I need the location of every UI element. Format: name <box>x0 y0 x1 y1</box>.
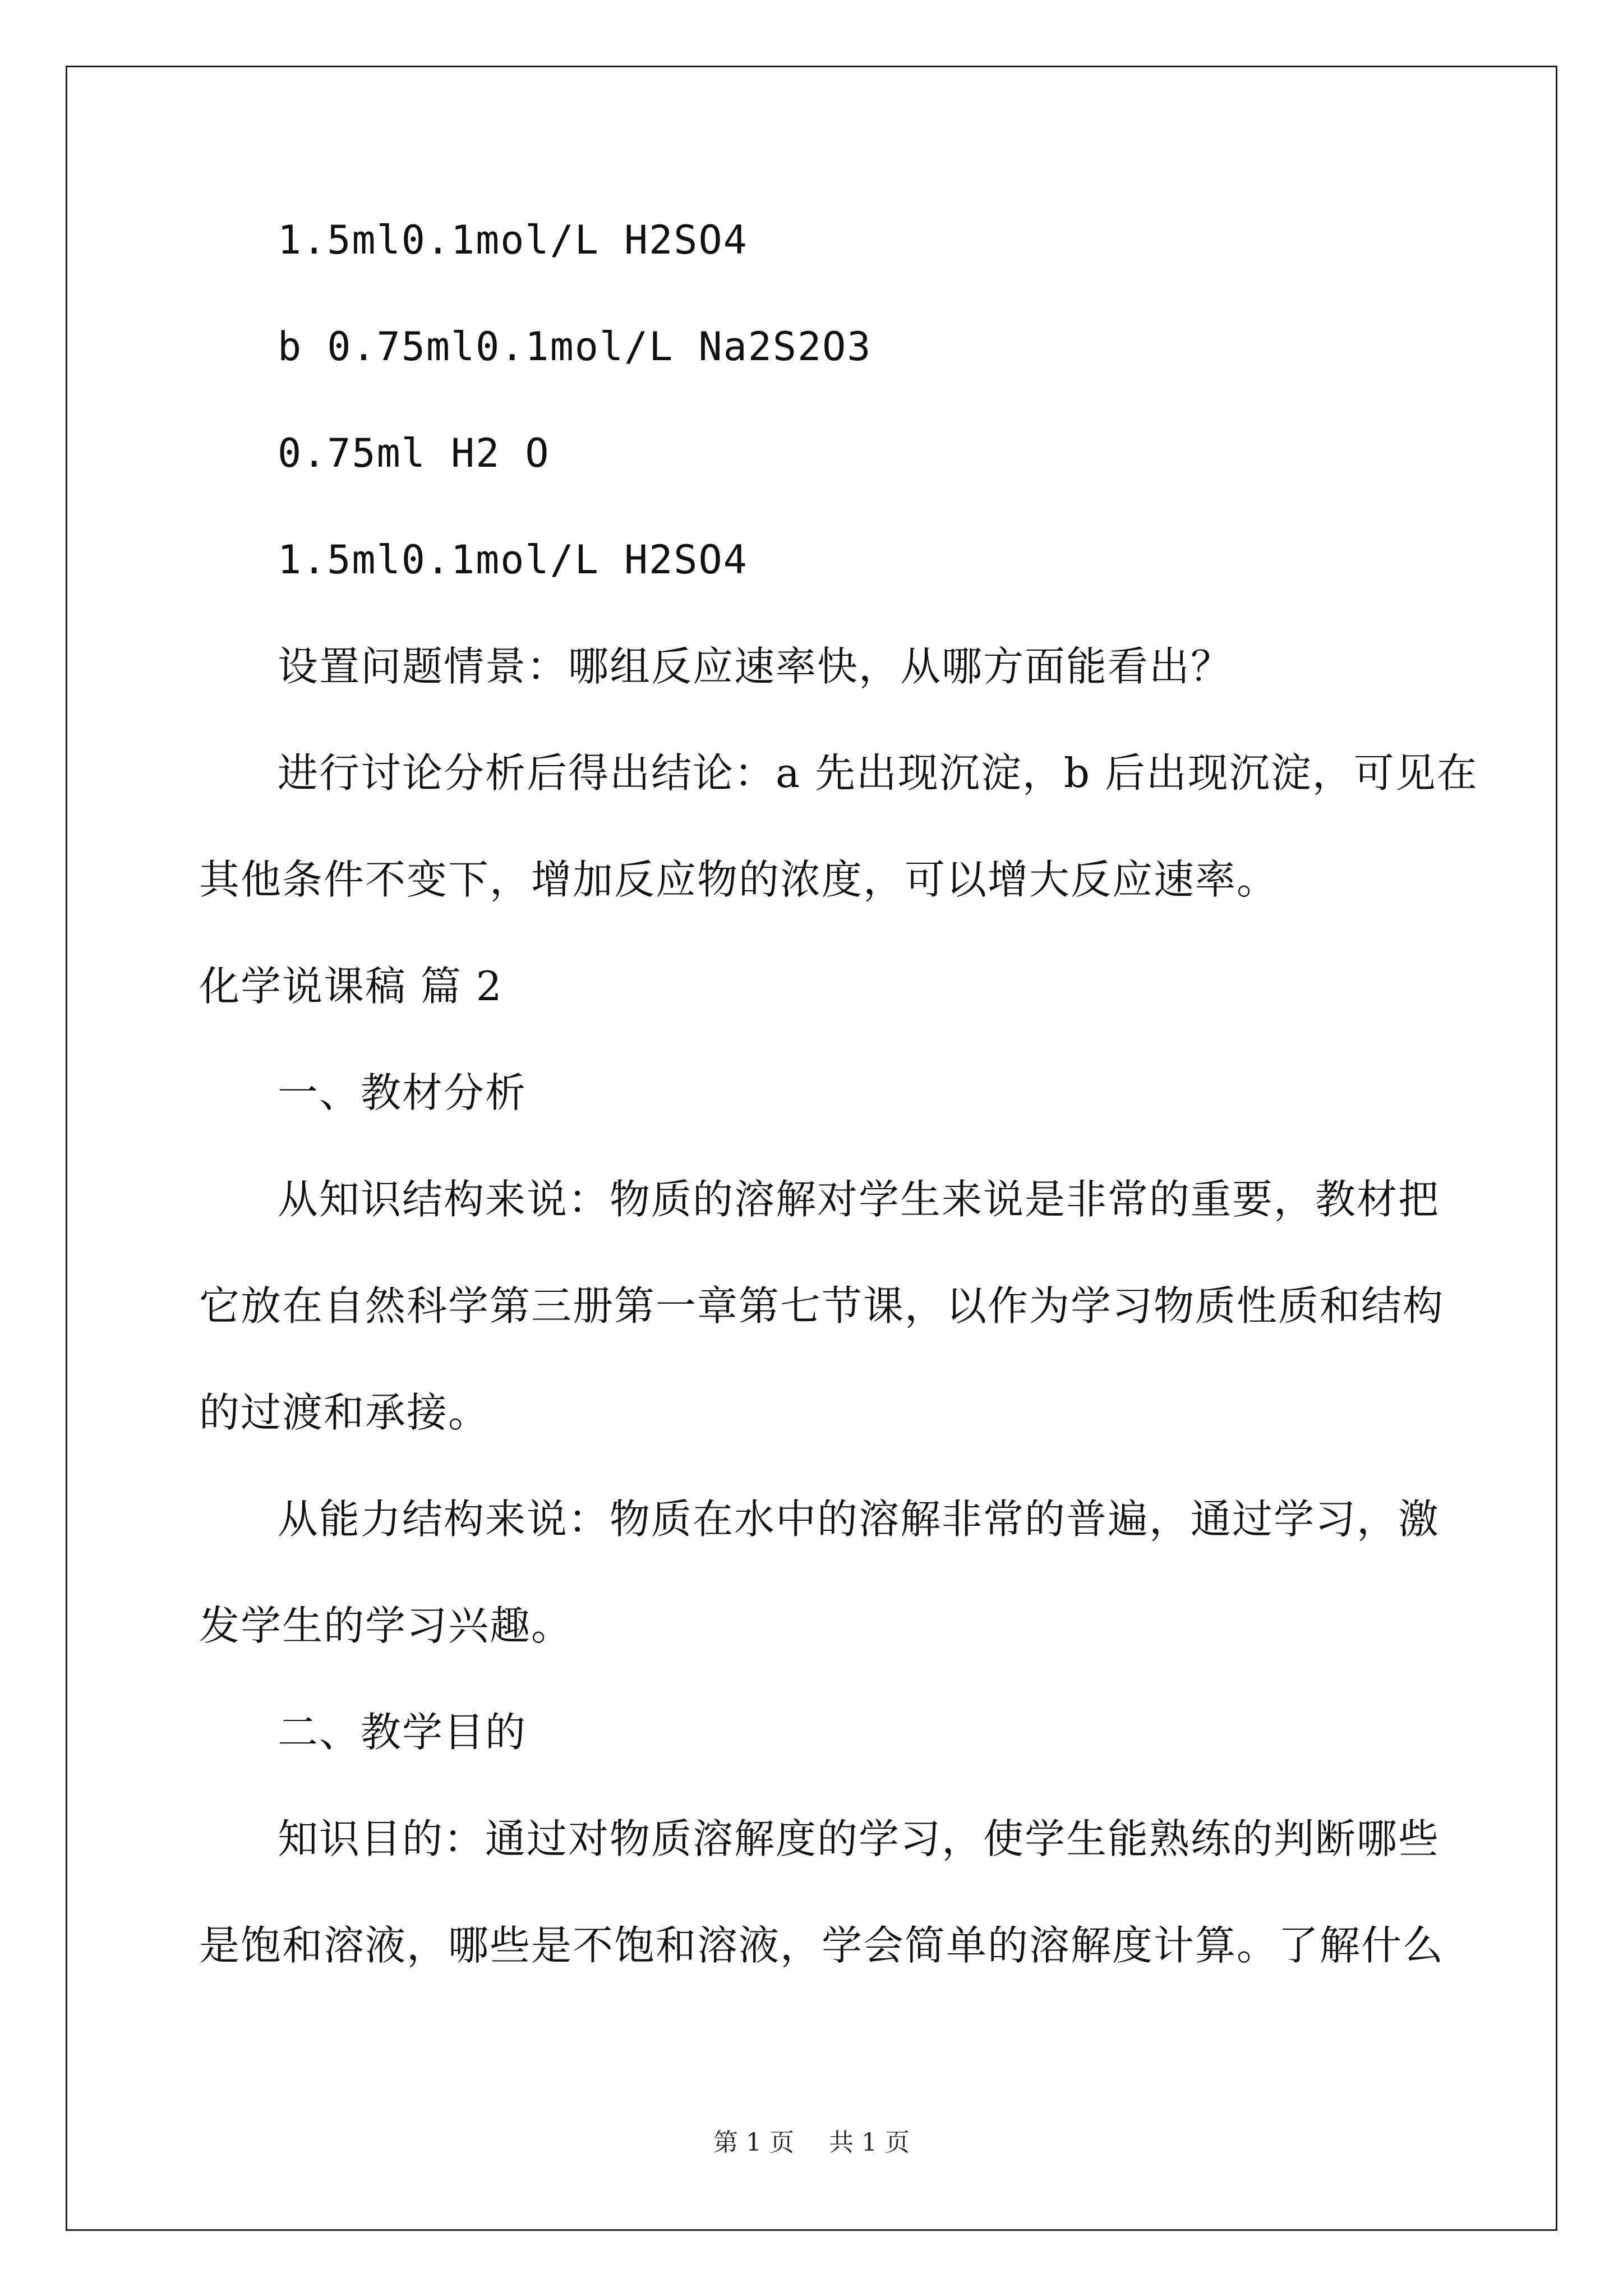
page-total: 共 1 页 <box>829 2128 910 2157</box>
paragraph-line: 知识目的：通过对物质溶解度的学习，使学生能熟练的判断哪些 <box>278 1815 1440 1862</box>
text-line: 1.5ml0.1mol/L H2SO4 <box>278 217 748 263</box>
page-number: 第 1 页 <box>713 2128 794 2157</box>
subheading: 一、教材分析 <box>278 1069 527 1116</box>
text-line: 1.5ml0.1mol/L H2SO4 <box>278 537 748 583</box>
section-heading: 化学说课稿 篇 2 <box>199 963 503 1010</box>
text-line: b 0.75ml0.1mol/L Na2S2O3 <box>278 324 872 370</box>
paragraph-line: 进行讨论分析后得出结论：a 先出现沉淀，b 后出现沉淀，可见在 <box>278 749 1478 797</box>
text-line: 0.75ml H2 O <box>278 430 550 476</box>
subheading: 二、教学目的 <box>278 1709 527 1756</box>
paragraph-line: 发学生的学习兴趣。 <box>199 1602 573 1649</box>
paragraph-line: 其他条件不变下，增加反应物的浓度，可以增大反应速率。 <box>199 856 1279 903</box>
paragraph-line: 从能力结构来说：物质在水中的溶解非常的普遍，通过学习，激 <box>278 1496 1440 1543</box>
paragraph-line: 从知识结构来说：物质的溶解对学生来说是非常的重要，教材把 <box>278 1176 1440 1223</box>
page-footer <box>0 2126 1623 2160</box>
paragraph-line: 的过渡和承接。 <box>199 1389 490 1436</box>
paragraph-line: 设置问题情景：哪组反应速率快，从哪方面能看出？ <box>278 643 1233 690</box>
paragraph-line: 它放在自然科学第三册第一章第七节课，以作为学习物质性质和结构 <box>199 1282 1445 1329</box>
page-border <box>66 66 1557 2231</box>
paragraph-line: 是饱和溶液，哪些是不饱和溶液，学会简单的溶解度计算。了解什么 <box>199 1922 1445 1969</box>
